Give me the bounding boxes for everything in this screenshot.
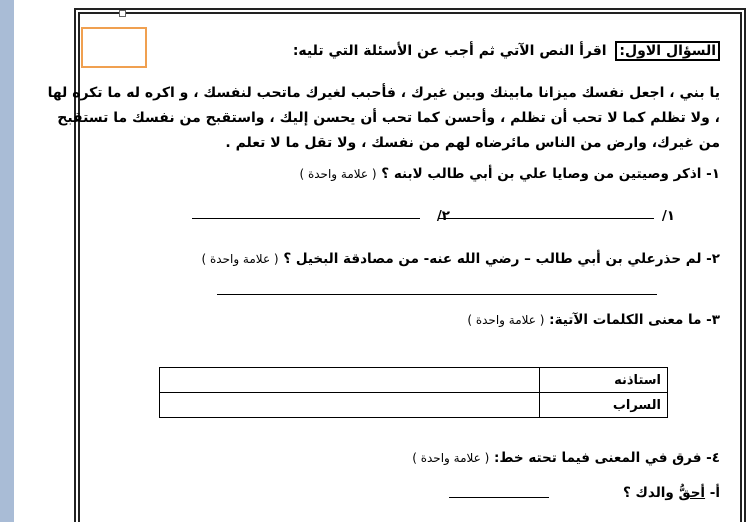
question-1	[299, 166, 720, 182]
table-row	[160, 393, 668, 418]
vocab-table	[159, 367, 668, 418]
question-1-mark: ( علامة واحدة )	[299, 167, 377, 181]
question-2	[201, 251, 720, 267]
answer-q2-line[interactable]	[217, 294, 657, 295]
question-3	[467, 312, 720, 328]
question-4a-rest: والدك ؟	[623, 485, 674, 501]
question-1-number: ١-	[706, 166, 720, 182]
question-2-number: ٢-	[706, 251, 720, 267]
window-left-edge	[0, 0, 14, 522]
answer-2-line[interactable]	[192, 218, 420, 219]
empty-text-box[interactable]	[81, 27, 147, 68]
answer-4a-line[interactable]	[449, 497, 549, 498]
question-4a	[623, 485, 720, 501]
vocab-word: استاذنه	[540, 368, 668, 393]
question-label: السؤال الاول:	[615, 41, 720, 61]
question-4-text: فرق في المعنى فيما تحته خط:	[494, 450, 702, 466]
passage-text: يا بني ، اجعل نفسك ميزانا مابينك وبين غيرك ، فأحبب لغيرك ماتحب لنفسك ، و اكره له ما تكره لها ، ولا تظلم كما لا تحب أن تظلم ، وأحسن كما تحب أن يحسن إليك ، واستقبح من نفسك ما تستقبح من غيرك، وارض من الناس مائرضاه لهم من نفسك ، ولا تقل ما لا تعلم .	[47, 85, 720, 151]
question-4-mark: ( علامة واحدة )	[412, 451, 490, 465]
question-title	[293, 41, 720, 61]
vocab-answer-cell[interactable]	[160, 368, 540, 393]
vocab-answer-cell[interactable]	[160, 393, 540, 418]
answer-1-line[interactable]	[439, 218, 654, 219]
question-4a-underlined: أحقُّ	[678, 485, 706, 501]
question-4	[412, 450, 720, 466]
question-3-text: ما معنى الكلمات الآتية:	[549, 312, 702, 328]
question-3-number: ٣-	[706, 312, 720, 328]
question-2-text: لم حذرعلي بن أبي طالب – رضي الله عنه- من مصادقة البخيل ؟	[283, 251, 702, 267]
document-page	[14, 8, 755, 522]
question-2-mark: ( علامة واحدة )	[201, 252, 279, 266]
question-4a-prefix: أ-	[709, 485, 720, 501]
question-4-number: ٤-	[706, 450, 720, 466]
vocab-word: السراب	[540, 393, 668, 418]
instruction-text: اقرأ النص الآتي ثم أجب عن الأسئلة التي تليه:	[292, 43, 607, 59]
question-1-text: اذكر وصيتين من وصايا علي بن أبي طالب لابنه ؟	[381, 166, 702, 182]
answer-1-label: ١/	[661, 208, 675, 224]
resize-handle[interactable]	[119, 10, 126, 17]
question-3-mark: ( علامة واحدة )	[467, 313, 545, 327]
table-row	[160, 368, 668, 393]
answer-2-label: ٢/	[436, 208, 450, 224]
